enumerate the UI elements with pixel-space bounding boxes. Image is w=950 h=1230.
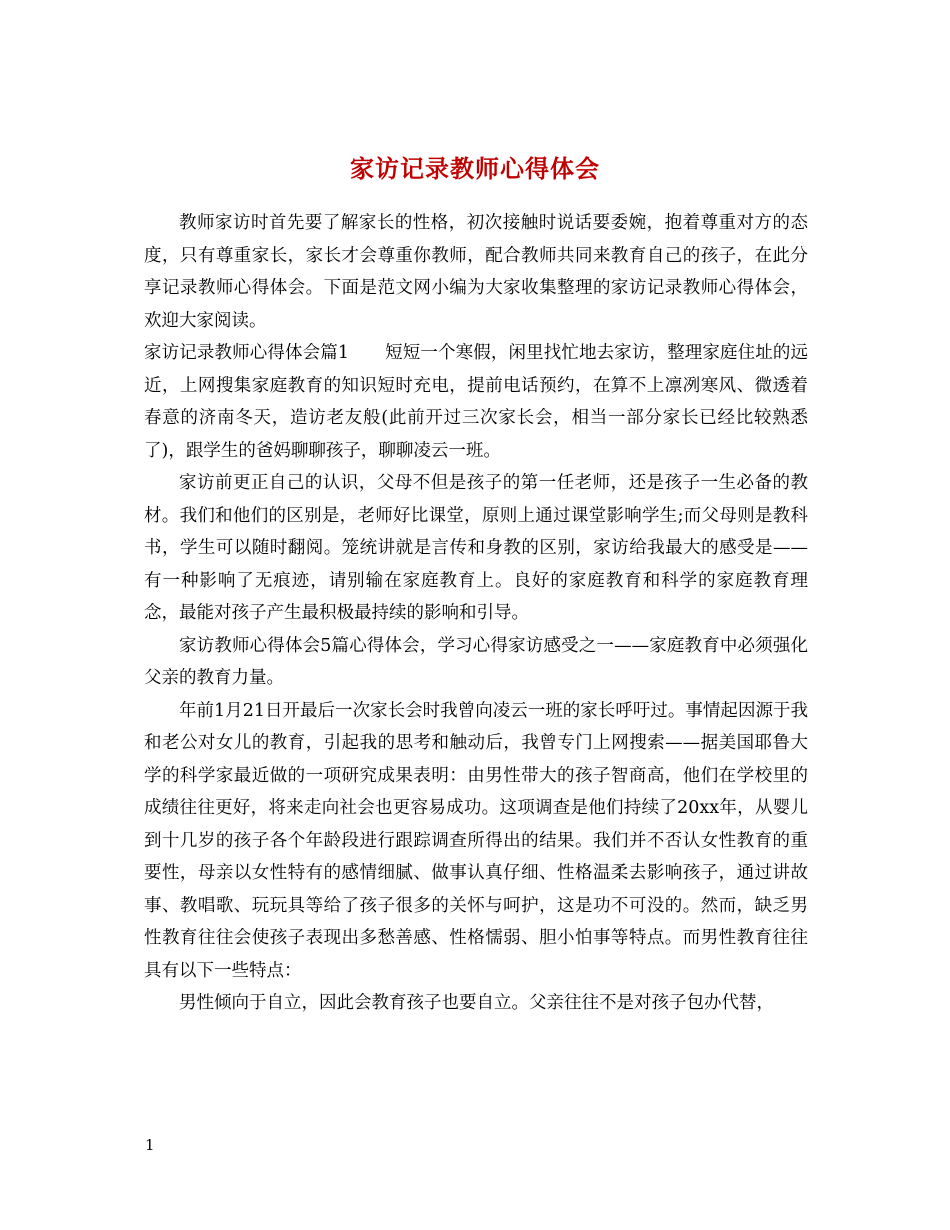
- body-paragraph-4: 家访教师心得体会5篇心得体会，学习心得家访感受之一——家庭教育中必须强化父亲的教育力量。: [144, 635, 808, 688]
- section-heading: 家访记录教师心得体会篇1: [144, 343, 350, 363]
- section-paragraph: [144, 337, 808, 467]
- section-lead-text: 短短一个寒假，闲里找忙地去家访，整理家庭住址的远近，上网搜集家庭教育的知识短时充电，提前电话预约，在算不上凛冽寒风、微透着春意的济南冬天，造访老友般(此前开过三次家长会，相当一部分家长已经比较熟悉了)，跟学生的爸妈聊聊孩子，聊聊凌云一班。: [144, 343, 809, 461]
- page-title: 家访记录教师心得体会: [350, 154, 600, 184]
- body-paragraph-3: 家访前更正自己的认识，父母不但是孩子的第一任老师，还是孩子一生必备的教材。我们和他们的区别是，老师好比课堂，原则上通过课堂影响学生;而父母则是教科书，学生可以随时翻阅。笼统讲就是言传和身教的区别，家访给我最大的感受是——有一种影响了无痕迹，请别输在家庭教育上。良好的家庭教育和科学的家庭教育理念，最能对孩子产生最积极最持续的影响和引导。: [144, 473, 808, 623]
- body-paragraph-6: 男性倾向于自立，因此会教育孩子也要自立。父亲往往不是对孩子包办代替，: [179, 993, 774, 1013]
- intro-paragraph: 教师家访时首先要了解家长的性格，初次接触时说话要委婉，抱着尊重对方的态度，只有尊重家长，家长才会尊重你教师，配合教师共同来教育自己的孩子，在此分享记录教师心得体会。下面是范文网小编为大家收集整理的家访记录教师心得体会，欢迎大家阅读。: [144, 213, 808, 331]
- page-number: 1: [145, 1136, 155, 1154]
- document-body: [144, 207, 808, 1020]
- body-paragraph-5: 年前1月21日开最后一次家长会时我曾向凌云一班的家长呼吁过。事情起因源于我和老公对女儿的教育，引起我的思考和触动后，我曾专门上网搜索——据美国耶鲁大学的科学家最近做的一项研究成果表明：由男性带大的孩子智商高，他们在学校里的成绩往往更好，将来走向社会也更容易成功。这项调查是他们持续了20xx年，从婴儿到十几岁的孩子各个年龄段进行跟踪调查所得出的结果。我们并不否认女性教育的重要性，母亲以女性特有的感情细腻、做事认真仔细、性格温柔去影响孩子，通过讲故事、教唱歌、玩玩具等给了孩子很多的关怀与呵护，这是功不可没的。然而，缺乏男性教育往往会使孩子表现出多愁善感、性格懦弱、胆小怕事等特点。而男性教育往往具有以下一些特点：: [144, 700, 808, 981]
